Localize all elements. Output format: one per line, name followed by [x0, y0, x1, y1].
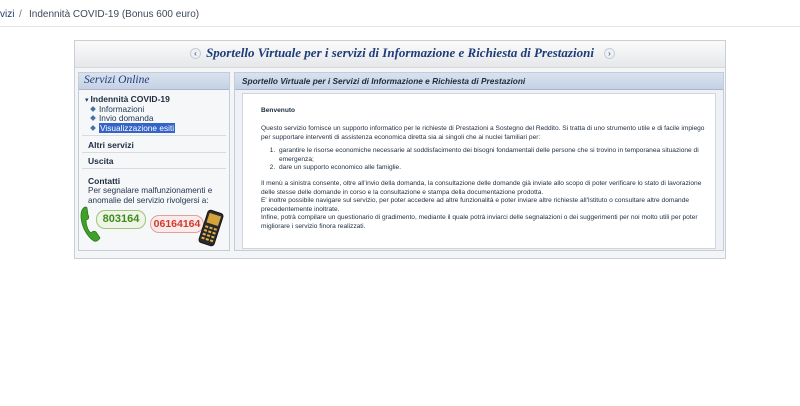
content-panel [234, 72, 724, 251]
contacts-title: Contatti [88, 176, 121, 186]
breadcrumb-current: Indennità COVID-19 (Bonus 600 euro) [29, 9, 200, 20]
welcome-box [242, 93, 716, 249]
sidebar-item-visualizzazione-esiti[interactable] [91, 123, 175, 133]
sidebar-group-label: Indennità COVID-19 [90, 94, 170, 104]
paragraph-navigation: E' inoltre possibile navigare sul servizio, per poter accedere ad altre funzionalità e poter inviare altre richieste all'Istituto o consultare altre domande precedentemente inoltrate. [261, 197, 690, 213]
bullet-icon [90, 106, 96, 112]
welcome-heading: Benvenuto [261, 107, 296, 114]
sidebar-header [79, 73, 229, 90]
chevron-down-icon: ▾ [85, 97, 89, 104]
bullet-icon [90, 115, 96, 121]
intro-text: Questo servizio fornisce un supporto informatico per le richieste di Prestazioni a Sostegno del Reddito. Si tratta di uno strumento utile e di facile impiego per supportare interventi di assistenza economica diretta sia ai singoli che ai nuclei familiari per: [261, 125, 705, 141]
page-title: Sportello Virtuale per i servizi di Informazione e Richiesta di Prestazioni [206, 45, 594, 60]
paragraph-survey: Infine, potrà compilare un questionario di gradimento, mediante il quale potrà inviarci delle segnalazioni o dei suggerimenti per noi molto utili per poter migliorare i servizio finora realizzati. [261, 214, 698, 230]
content-panel-title: Sportello Virtuale per i Servizi di Informazione e Richiesta di Prestazioni [242, 76, 526, 86]
sidebar-item-label: Informazioni [99, 104, 145, 114]
list-item: 2. dare un supporto economico alle famiglie. [277, 164, 706, 173]
sidebar-item-invio-domanda[interactable] [91, 113, 153, 123]
paragraph-menu: Il menù a sinistra consente, oltre all'invio della domanda, la consultazione delle domande già inviate allo scopo di poter verificare lo stato di lavorazione delle stesse delle domande in corso e la consultazione e stampa della documentazione prodotta. [261, 180, 702, 196]
chevron-right-icon[interactable]: › [604, 48, 615, 59]
breadcrumb-separator: / [19, 9, 22, 20]
sidebar-item-label: Invio domanda [99, 113, 154, 123]
green-number: 803164 [96, 210, 146, 229]
chevron-left-icon[interactable]: ‹ [190, 48, 201, 59]
purpose-list [261, 147, 706, 173]
divider [82, 152, 226, 153]
mobile-number: 06164164 [150, 215, 204, 233]
main-frame [74, 40, 726, 259]
breadcrumb [0, 0, 800, 27]
sidebar-item-altri-servizi[interactable]: Altri servizi [88, 140, 134, 150]
mobile-phone-icon [195, 209, 227, 247]
sidebar-title: Servizi Online [84, 74, 150, 86]
contacts-description: Per segnalare malfunzionamenti e anomalie del servizio rivolgersi a: [88, 186, 213, 205]
bullet-icon [90, 125, 96, 131]
sidebar-group-covid[interactable] [85, 94, 170, 104]
divider [82, 135, 226, 136]
sidebar-item-label: Visualizzazione esiti [100, 123, 175, 133]
breadcrumb-link-servizi[interactable]: vizi [0, 9, 15, 20]
content-panel-header [235, 73, 723, 90]
sidebar-item-uscita[interactable]: Uscita [88, 156, 114, 166]
title-bar [75, 41, 725, 68]
list-item: 1. garantire le risorse economiche necessarie al soddisfacimento dei bisogni fondamentali delle persone che si trovino in temporanea situazione di emergenza; [277, 147, 706, 164]
divider [82, 168, 226, 169]
